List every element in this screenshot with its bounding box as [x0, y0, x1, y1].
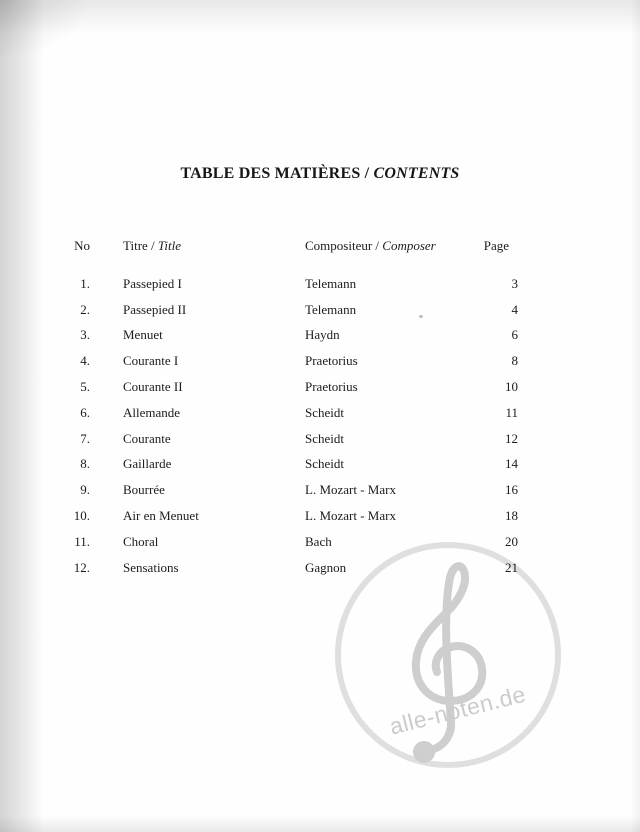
- row-page: 6: [511, 327, 518, 343]
- row-no: 9.: [80, 482, 90, 498]
- page-title-french: TABLE DES MATIÈRES: [180, 165, 361, 182]
- row-page: 12: [505, 430, 518, 446]
- table-row: [60, 456, 518, 482]
- header-title-english: Title: [157, 238, 182, 253]
- header-title: [90, 238, 305, 254]
- row-title: Courante: [123, 430, 171, 446]
- row-page: 4: [511, 301, 518, 317]
- row-no: 3.: [80, 327, 90, 343]
- page-title-english: CONTENTS: [373, 165, 460, 182]
- row-composer: Haydn: [305, 327, 340, 343]
- row-title: Air en Menuet: [123, 507, 199, 523]
- row-composer: Scheidt: [305, 404, 344, 420]
- row-page: 11: [505, 404, 518, 420]
- contents-table: [60, 238, 518, 585]
- row-title: Passepied I: [123, 275, 182, 291]
- row-page: 16: [505, 482, 518, 498]
- table-row: [60, 508, 518, 534]
- row-no: 10.: [73, 507, 90, 523]
- row-no: 7.: [80, 430, 90, 446]
- header-composer: [305, 238, 478, 254]
- row-composer: Scheidt: [305, 456, 344, 472]
- row-composer: Bach: [305, 533, 332, 549]
- header-title-french: Titre /: [123, 238, 158, 253]
- row-no: 12.: [73, 559, 90, 575]
- row-title: Menuet: [123, 327, 163, 343]
- row-page: 20: [505, 533, 518, 549]
- row-no: 11.: [74, 533, 90, 549]
- row-title: Gaillarde: [123, 456, 172, 472]
- table-row: [60, 431, 518, 457]
- row-composer: Gagnon: [305, 559, 347, 575]
- row-page: 14: [505, 456, 518, 472]
- table-row: [60, 534, 518, 560]
- row-page: 10: [505, 378, 518, 394]
- row-no: 4.: [80, 353, 90, 369]
- row-no: 8.: [80, 456, 90, 472]
- row-composer: Telemann: [305, 275, 357, 291]
- row-composer: Scheidt: [305, 430, 344, 446]
- table-row: [60, 302, 518, 328]
- header-composer-english: Composer: [382, 238, 436, 253]
- header-composer-french: Compositeur /: [305, 238, 383, 253]
- page-title: [0, 165, 640, 183]
- table-row: [60, 482, 518, 508]
- table-header-row: [60, 238, 518, 264]
- row-composer: Telemann: [305, 301, 357, 317]
- row-composer: L. Mozart - Marx: [305, 507, 396, 523]
- row-page: 21: [505, 559, 518, 575]
- row-title: Courante I: [123, 353, 179, 369]
- page-title-separator: /: [360, 165, 374, 182]
- row-title: Allemande: [123, 404, 181, 420]
- table-row: [60, 560, 518, 586]
- scan-speck-artifact: [419, 315, 423, 318]
- row-title: Courante II: [123, 378, 183, 394]
- table-row: [60, 379, 518, 405]
- table-row: [60, 405, 518, 431]
- row-title: Bourrée: [123, 482, 165, 498]
- row-title: Choral: [123, 533, 159, 549]
- row-no: 6.: [80, 404, 90, 420]
- header-page: Page: [483, 238, 509, 253]
- table-row: [60, 353, 518, 379]
- watermark-text: alle-noten.de: [386, 680, 529, 740]
- table-row: [60, 327, 518, 353]
- row-title: Passepied II: [123, 301, 187, 317]
- row-composer: Praetorius: [305, 378, 358, 394]
- table-row: [60, 276, 518, 302]
- row-composer: L. Mozart - Marx: [305, 482, 396, 498]
- row-page: 8: [511, 353, 518, 369]
- header-no: No: [74, 238, 90, 253]
- row-no: 1.: [80, 275, 90, 291]
- row-no: 2.: [80, 301, 90, 317]
- row-no: 5.: [80, 378, 90, 394]
- row-page: 18: [505, 507, 518, 523]
- row-page: 3: [511, 275, 518, 291]
- row-composer: Praetorius: [305, 353, 358, 369]
- row-title: Sensations: [123, 559, 179, 575]
